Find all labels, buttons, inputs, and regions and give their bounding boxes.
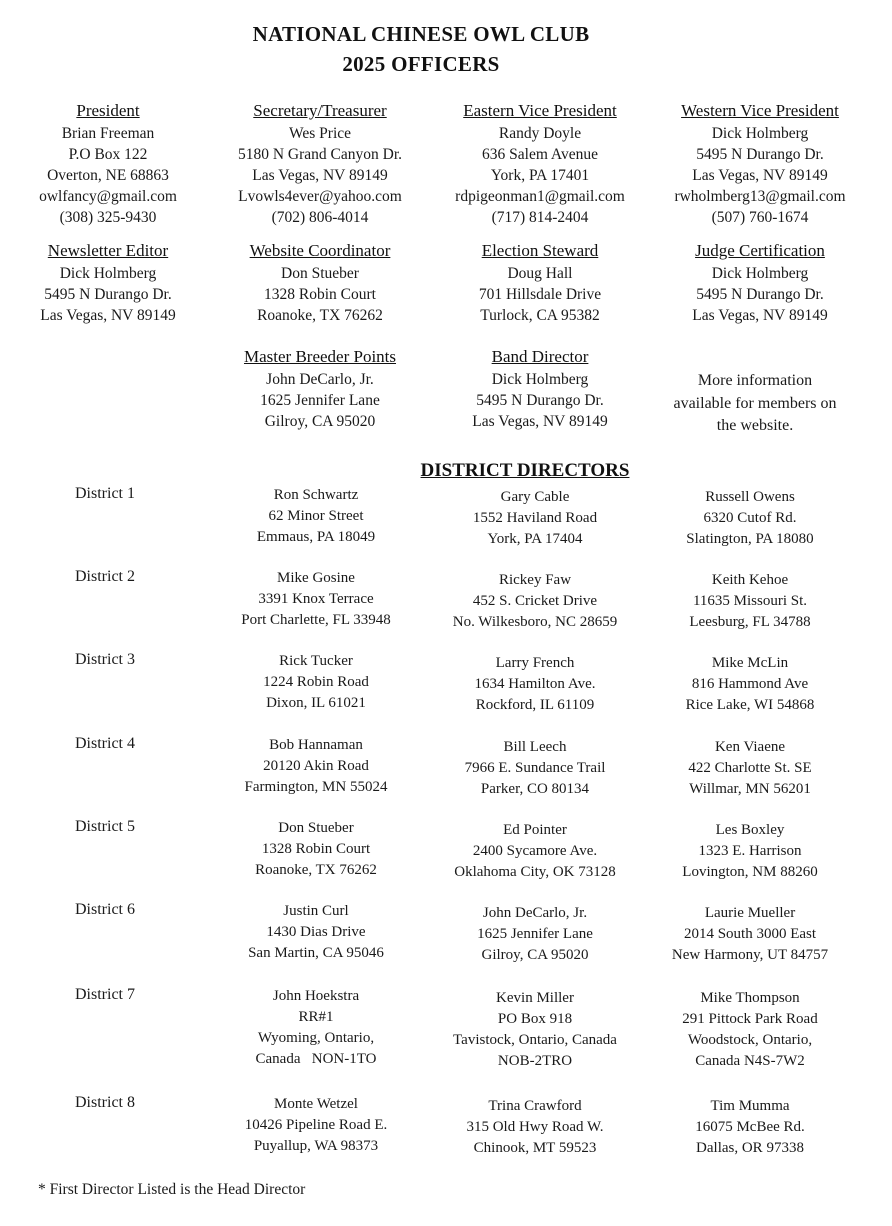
officer-block (210, 346, 430, 432)
director-entry (430, 903, 640, 966)
director-detail-line: Canada NON-1TO (255, 1051, 377, 1067)
director-detail-line: York, PA 17404 (487, 531, 583, 547)
director-detail-line: No. Wilkesboro, NC 28659 (452, 614, 618, 630)
officer-detail-line: Don Stueber (281, 265, 359, 282)
officer-detail-line: (308) 325-9430 (59, 209, 157, 226)
director-detail-line: Port Charlette, FL 33948 (241, 612, 391, 628)
officer-detail-line: Lvowls4ever@yahoo.com (238, 188, 402, 205)
director-detail-line: 11635 Missouri St. (692, 593, 808, 609)
director-detail-line: Ron Schwartz (273, 487, 359, 503)
director-detail-line: Ken Viaene (714, 739, 786, 755)
director-detail-line: Roanoke, TX 76262 (255, 862, 377, 878)
director-detail-line: 2014 South 3000 East (683, 926, 817, 942)
officer-block (650, 100, 870, 228)
officer-detail-line: 1328 Robin Court (264, 286, 376, 303)
director-detail-line: San Martin, CA 95046 (248, 945, 384, 961)
director-detail-line: 20120 Akin Road (263, 758, 369, 774)
director-entry (645, 653, 855, 716)
officer-role: President (76, 101, 140, 120)
director-detail-line: PO Box 918 (497, 1011, 573, 1027)
director-entry (645, 487, 855, 550)
director-detail-line: Dixon, IL 61021 (266, 695, 366, 711)
footnote: * First Director Listed is the Head Director (38, 1181, 306, 1198)
officer-detail-line: P.O Box 122 (68, 146, 148, 163)
officer-detail-line: Dick Holmberg (491, 371, 589, 388)
officer-block (650, 240, 870, 326)
director-detail-line: Canada N4S-7W2 (695, 1053, 805, 1069)
director-entry (645, 737, 855, 800)
director-detail-line: Keith Kehoe (711, 572, 789, 588)
director-detail-line: 1430 Dias Drive (266, 924, 366, 940)
officer-block (0, 240, 218, 326)
district-label: District 5 (75, 818, 135, 835)
director-detail-line: NOB-2TRO (497, 1053, 573, 1069)
director-detail-line: Mike Gosine (277, 570, 355, 586)
director-detail-line: 1328 Robin Court (261, 841, 371, 857)
director-detail-line: Ed Pointer (503, 822, 567, 838)
director-entry (430, 653, 640, 716)
director-detail-line: Dallas, OR 97338 (696, 1140, 804, 1156)
district-label: District 2 (75, 568, 135, 585)
director-entry (211, 651, 421, 714)
director-entry (645, 570, 855, 633)
director-detail-line: 3391 Knox Terrace (258, 591, 374, 607)
director-detail-line: 422 Charlotte St. SE (688, 760, 812, 776)
officer-detail-line: Dick Holmberg (711, 125, 809, 142)
document-title: NATIONAL CHINESE OWL CLUB (252, 22, 590, 46)
director-detail-line: Laurie Mueller (704, 905, 796, 921)
director-detail-line: 816 Hammond Ave (691, 676, 809, 692)
officer-detail-line: Overton, NE 68863 (47, 167, 169, 184)
officer-detail-line: Las Vegas, NV 89149 (692, 307, 828, 324)
director-entry (430, 988, 640, 1072)
officer-block (430, 346, 650, 432)
director-detail-line: Emmaus, PA 18049 (256, 529, 376, 545)
director-entry (211, 1094, 421, 1157)
director-detail-line: Tim Mumma (710, 1098, 790, 1114)
director-detail-line: Don Stueber (278, 820, 354, 836)
director-entry (211, 568, 421, 631)
director-entry (211, 901, 421, 964)
director-detail-line: 7966 E. Sundance Trail (464, 760, 606, 776)
officer-role: Master Breeder Points (243, 347, 397, 366)
director-detail-line: Rickey Faw (498, 572, 572, 588)
director-detail-line: 10426 Pipeline Road E. (244, 1117, 388, 1133)
officer-detail-line: (507) 760-1674 (711, 209, 809, 226)
officer-detail-line: (702) 806-4014 (271, 209, 369, 226)
officer-role: Western Vice President (681, 101, 839, 120)
director-detail-line: 2400 Sycamore Ave. (472, 843, 598, 859)
district-directors-heading: DISTRICT DIRECTORS (420, 460, 630, 481)
director-detail-line: Gary Cable (500, 489, 570, 505)
director-detail-line: 291 Pittock Park Road (682, 1011, 818, 1027)
director-detail-line: John Hoekstra (272, 988, 360, 1004)
director-detail-line: Leesburg, FL 34788 (689, 614, 811, 630)
officer-block (430, 240, 650, 326)
officer-detail-line: Brian Freeman (61, 125, 155, 142)
director-detail-line: 1634 Hamilton Ave. (474, 676, 596, 692)
director-detail-line: Kevin Miller (496, 990, 574, 1006)
director-entry (430, 737, 640, 800)
more-info-line: the website. (716, 417, 794, 434)
director-entry (211, 818, 421, 881)
director-detail-line: 62 Minor Street (268, 508, 364, 524)
officer-block (210, 100, 430, 228)
director-entry (211, 986, 421, 1070)
director-detail-line: Wyoming, Ontario, (257, 1030, 375, 1046)
officer-detail-line: 5495 N Durango Dr. (696, 286, 824, 303)
officer-detail-line: Dick Holmberg (711, 265, 809, 282)
director-detail-line: Trina Crawford (488, 1098, 582, 1114)
officer-block (210, 240, 430, 326)
officer-detail-line: 1625 Jennifer Lane (260, 392, 380, 409)
director-detail-line: Oklahoma City, OK 73128 (454, 864, 616, 880)
officer-detail-line: rdpigeonman1@gmail.com (455, 188, 625, 205)
director-entry (645, 903, 855, 966)
officer-block (0, 100, 218, 228)
officer-detail-line: 701 Hillsdale Drive (478, 286, 602, 303)
director-detail-line: RR#1 (298, 1009, 334, 1025)
director-detail-line: Rick Tucker (279, 653, 353, 669)
officer-detail-line: Doug Hall (507, 265, 573, 282)
district-label: District 4 (75, 735, 135, 752)
officer-detail-line: Gilroy, CA 95020 (264, 413, 376, 430)
officer-detail-line: owlfancy@gmail.com (39, 188, 177, 205)
director-detail-line: 1224 Robin Road (263, 674, 369, 690)
director-detail-line: Monte Wetzel (274, 1096, 358, 1112)
director-detail-line: Tavistock, Ontario, Canada (453, 1032, 617, 1048)
director-entry (430, 1096, 640, 1159)
officer-detail-line: Turlock, CA 95382 (480, 307, 600, 324)
officer-block (430, 100, 650, 228)
director-entry (430, 820, 640, 883)
director-detail-line: Slatington, PA 18080 (686, 531, 814, 547)
district-label: District 1 (75, 485, 135, 502)
more-info-note (655, 370, 855, 438)
officer-detail-line: John DeCarlo, Jr. (266, 371, 374, 388)
director-detail-line: Farmington, MN 55024 (244, 779, 388, 795)
officer-detail-line: Dick Holmberg (59, 265, 157, 282)
district-label: District 7 (75, 986, 135, 1003)
director-detail-line: 16075 McBee Rd. (695, 1119, 805, 1135)
director-detail-line: 1323 E. Harrison (698, 843, 802, 859)
director-detail-line: Justin Curl (283, 903, 349, 919)
officer-detail-line: 636 Salem Avenue (482, 146, 598, 163)
director-detail-line: Les Boxley (715, 822, 785, 838)
officer-role: Website Coordinator (249, 241, 391, 260)
director-entry (211, 485, 421, 548)
officer-detail-line: Las Vegas, NV 89149 (472, 413, 608, 430)
director-detail-line: Puyallup, WA 98373 (253, 1138, 379, 1154)
more-info-line: More information (697, 372, 813, 389)
director-detail-line: Larry French (495, 655, 575, 671)
district-label: District 6 (75, 901, 135, 918)
director-detail-line: New Harmony, UT 84757 (671, 947, 829, 963)
officer-detail-line: Randy Doyle (498, 125, 582, 142)
director-detail-line: 6320 Cutof Rd. (703, 510, 797, 526)
officer-role: Election Steward (481, 241, 599, 260)
officer-detail-line: York, PA 17401 (490, 167, 590, 184)
director-detail-line: Bob Hannaman (269, 737, 363, 753)
director-detail-line: Russell Owens (705, 489, 795, 505)
officer-detail-line: Las Vegas, NV 89149 (40, 307, 176, 324)
director-detail-line: Parker, CO 80134 (480, 781, 590, 797)
officer-detail-line: 5495 N Durango Dr. (44, 286, 172, 303)
officer-detail-line: 5180 N Grand Canyon Dr. (237, 146, 403, 163)
director-detail-line: John DeCarlo, Jr. (482, 905, 588, 921)
director-detail-line: 1625 Jennifer Lane (477, 926, 593, 942)
director-entry (430, 570, 640, 633)
officer-role: Band Director (491, 347, 589, 366)
officer-role: Newsletter Editor (47, 241, 169, 260)
director-detail-line: 452 S. Cricket Drive (472, 593, 598, 609)
director-detail-line: 1552 Haviland Road (472, 510, 598, 526)
director-detail-line: Gilroy, CA 95020 (481, 947, 589, 963)
officer-detail-line: Wes Price (288, 125, 352, 142)
director-entry (211, 735, 421, 798)
director-entry (430, 487, 640, 550)
director-detail-line: Willmar, MN 56201 (689, 781, 811, 797)
officer-detail-line: rwholmberg13@gmail.com (674, 188, 846, 205)
document-subtitle: 2025 OFFICERS (342, 52, 500, 76)
director-detail-line: Chinook, MT 59523 (473, 1140, 597, 1156)
officer-detail-line: Las Vegas, NV 89149 (252, 167, 388, 184)
district-label: District 8 (75, 1094, 135, 1111)
director-detail-line: Mike McLin (711, 655, 789, 671)
officer-role: Judge Certification (695, 241, 825, 260)
director-detail-line: Woodstock, Ontario, (687, 1032, 813, 1048)
director-detail-line: 315 Old Hwy Road W. (466, 1119, 604, 1135)
director-detail-line: Rockford, IL 61109 (475, 697, 595, 713)
officer-detail-line: Roanoke, TX 76262 (257, 307, 383, 324)
director-detail-line: Rice Lake, WI 54868 (685, 697, 815, 713)
officer-detail-line: Las Vegas, NV 89149 (692, 167, 828, 184)
director-detail-line: Bill Leech (503, 739, 567, 755)
director-entry (645, 988, 855, 1072)
officer-detail-line: 5495 N Durango Dr. (476, 392, 604, 409)
district-label: District 3 (75, 651, 135, 668)
officer-detail-line: 5495 N Durango Dr. (696, 146, 824, 163)
officer-role: Secretary/Treasurer (253, 101, 387, 120)
director-detail-line: Mike Thompson (700, 990, 800, 1006)
more-info-line: available for members on (673, 394, 837, 412)
director-entry (645, 820, 855, 883)
director-detail-line: Lovington, NM 88260 (682, 864, 818, 880)
director-entry (645, 1096, 855, 1159)
officer-detail-line: (717) 814-2404 (491, 209, 589, 226)
officer-role: Eastern Vice President (463, 101, 617, 120)
